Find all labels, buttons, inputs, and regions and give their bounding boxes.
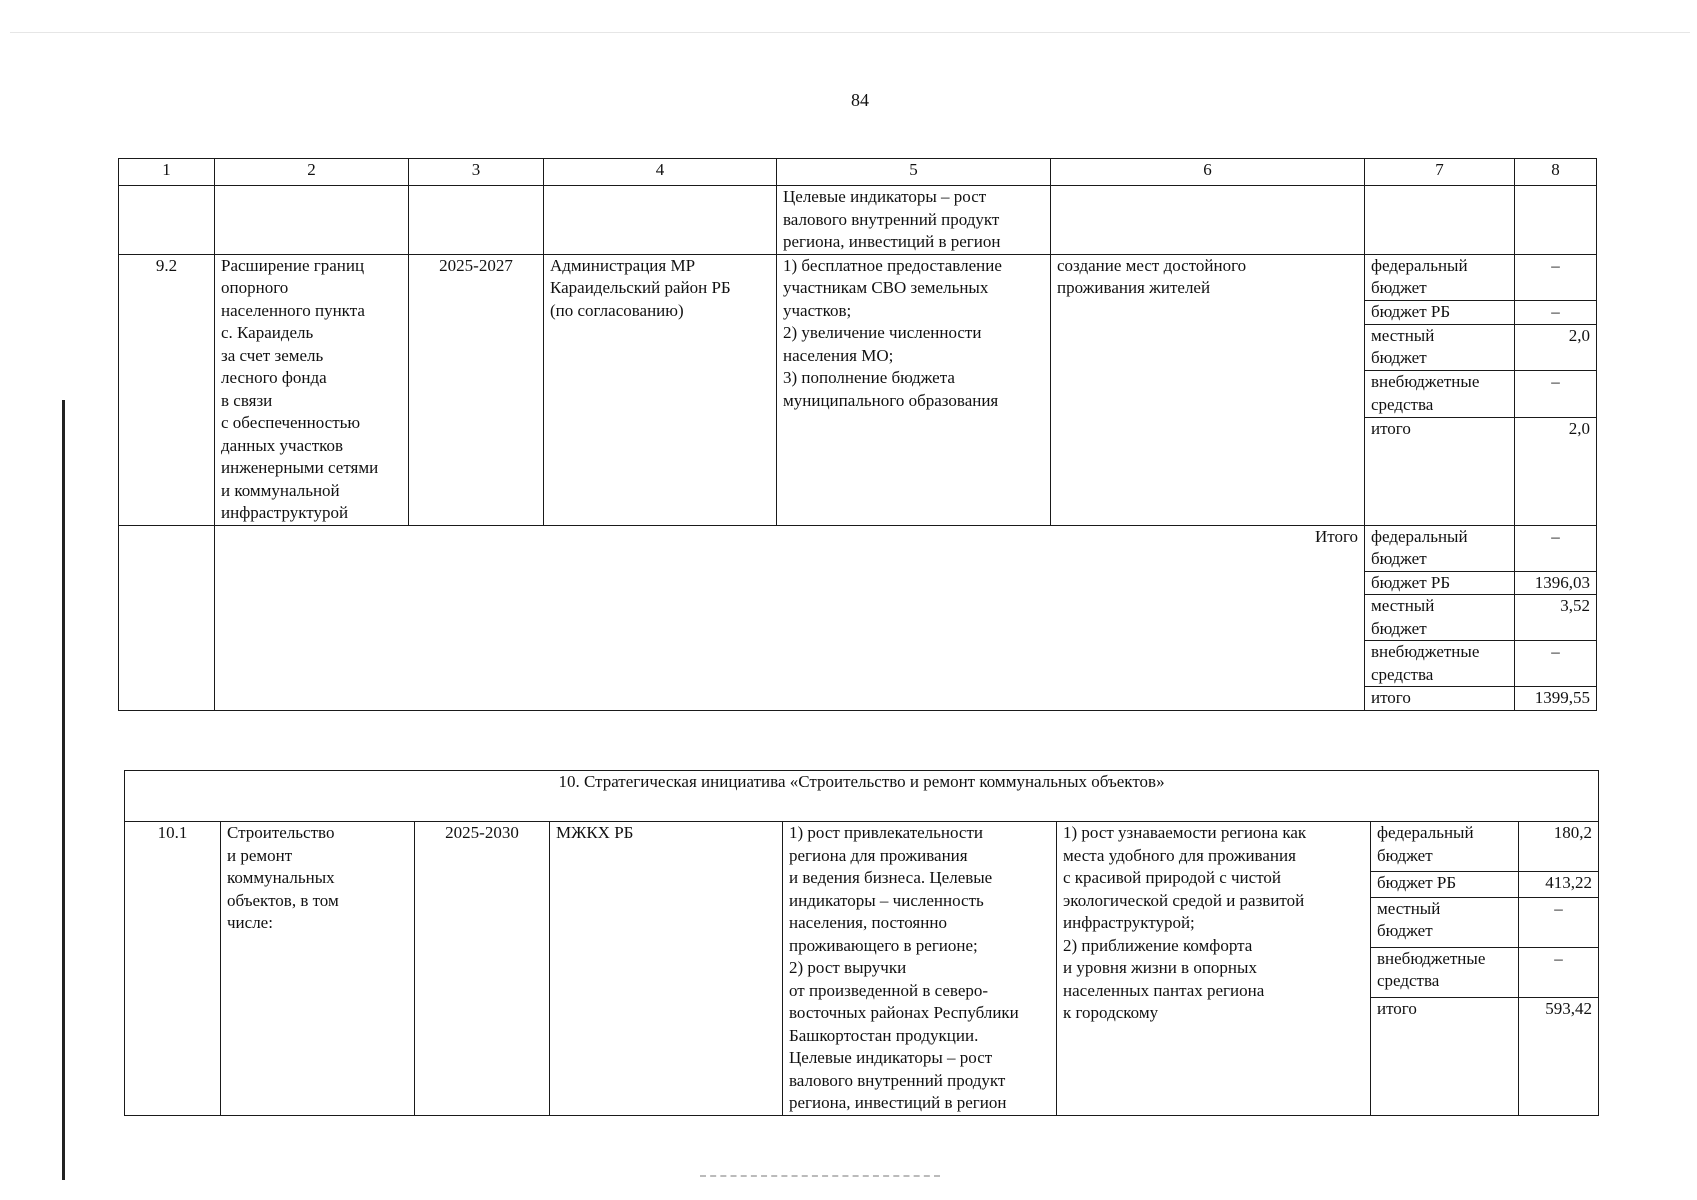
carryover-row bbox=[119, 186, 1597, 255]
funding-amount: 2,0 bbox=[1515, 324, 1597, 370]
column-header: 6 bbox=[1051, 159, 1365, 186]
funding-amount: 1399,55 bbox=[1515, 687, 1597, 711]
funding-amount: 180,2 bbox=[1519, 822, 1599, 872]
row-number: 10.1 bbox=[125, 822, 221, 1116]
program-table bbox=[118, 158, 1597, 711]
funding-amount: – bbox=[1515, 371, 1597, 417]
funding-amount: 413,22 bbox=[1519, 871, 1599, 897]
funding-source: федеральный бюджет bbox=[1365, 525, 1515, 571]
column-header: 3 bbox=[409, 159, 544, 186]
expected-effects: 1) рост привлекательности региона для проживания и ведения бизнеса. Целевые индикаторы – численность населения, постоянно проживающего в регионе; 2) рост выручки от произведенной в северо- восточных районах Республики Башкортостан продукции. Целевые индикаторы – рост валового внутренний продукт региона, инвестиций в регион bbox=[783, 822, 1057, 1116]
column-header-row bbox=[119, 159, 1597, 186]
section-title: 10. Стратегическая инициатива «Строительство и ремонт коммунальных объектов» bbox=[125, 771, 1599, 822]
measure-name: Расширение границ опорного населенного пункта с. Караидель за счет земель лесного фонда в связи с обеспеченностью данных участков инженерными сетями и коммунальной инфраструктурой bbox=[215, 254, 409, 525]
funding-amount: 2,0 bbox=[1515, 417, 1597, 525]
section-10-table bbox=[124, 770, 1599, 1116]
expected-result: создание мест достойного проживания жителей bbox=[1051, 254, 1365, 525]
funding-source: внебюджетные средства bbox=[1365, 371, 1515, 417]
funding-source: внебюджетные средства bbox=[1371, 947, 1519, 997]
funding-source: бюджет РБ bbox=[1365, 571, 1515, 595]
empty-cell bbox=[1051, 186, 1365, 255]
expected-result: 1) рост узнаваемости региона как места удобного для проживания с красивой природой с чистой экологической средой и развитой инфраструктурой; 2) приближение комфорта и уровня жизни в опорных населенных пантах региона к городскому bbox=[1057, 822, 1371, 1116]
funding-source: местный бюджет bbox=[1365, 595, 1515, 641]
funding-source: бюджет РБ bbox=[1365, 300, 1515, 324]
funding-amount: 1396,03 bbox=[1515, 571, 1597, 595]
expected-effects: 1) бесплатное предоставление участникам СВО земельных участков; 2) увеличение численности населения МО; 3) пополнение бюджета муниципального образования bbox=[777, 254, 1051, 525]
funding-source: итого bbox=[1365, 687, 1515, 711]
table-row-9-2 bbox=[119, 254, 1597, 300]
empty-cell bbox=[215, 186, 409, 255]
scan-binding-shadow bbox=[62, 400, 65, 1180]
funding-amount: – bbox=[1519, 947, 1599, 997]
column-header: 4 bbox=[544, 159, 777, 186]
funding-amount: 3,52 bbox=[1515, 595, 1597, 641]
funding-amount: 593,42 bbox=[1519, 997, 1599, 1115]
page-number: 84 bbox=[851, 90, 869, 110]
funding-source: итого bbox=[1371, 997, 1519, 1115]
empty-cell bbox=[119, 186, 215, 255]
funding-amount: – bbox=[1515, 300, 1597, 324]
total-row bbox=[119, 525, 1597, 571]
executor: Администрация МР Караидельский район РБ (по согласованию) bbox=[544, 254, 777, 525]
table-row-10-1 bbox=[125, 822, 1599, 872]
section-heading-row bbox=[125, 771, 1599, 822]
funding-source: местный бюджет bbox=[1371, 897, 1519, 947]
column-header: 5 bbox=[777, 159, 1051, 186]
funding-amount: – bbox=[1515, 254, 1597, 300]
target-indicators-cell: Целевые индикаторы – рост валового внутренний продукт региона, инвестиций в регион bbox=[777, 186, 1051, 255]
period: 2025-2027 bbox=[409, 254, 544, 525]
empty-cell bbox=[1515, 186, 1597, 255]
row-number: 9.2 bbox=[119, 254, 215, 525]
funding-source: местный бюджет bbox=[1365, 324, 1515, 370]
column-header: 2 bbox=[215, 159, 409, 186]
measure-name: Строительство и ремонт коммунальных объектов, в том числе: bbox=[221, 822, 415, 1116]
funding-source: бюджет РБ bbox=[1371, 871, 1519, 897]
scan-artifact bbox=[700, 1175, 940, 1179]
funding-amount: – bbox=[1519, 897, 1599, 947]
column-header: 7 bbox=[1365, 159, 1515, 186]
column-header: 8 bbox=[1515, 159, 1597, 186]
funding-amount: – bbox=[1515, 525, 1597, 571]
period: 2025-2030 bbox=[415, 822, 550, 1116]
funding-amount: – bbox=[1515, 641, 1597, 687]
scan-edge-line bbox=[10, 32, 1690, 33]
empty-cell bbox=[119, 525, 215, 710]
executor: МЖКХ РБ bbox=[550, 822, 783, 1116]
total-label: Итого bbox=[215, 525, 1365, 710]
funding-source: федеральный бюджет bbox=[1365, 254, 1515, 300]
empty-cell bbox=[544, 186, 777, 255]
empty-cell bbox=[409, 186, 544, 255]
empty-cell bbox=[1365, 186, 1515, 255]
funding-source: федеральный бюджет bbox=[1371, 822, 1519, 872]
funding-source: итого bbox=[1365, 417, 1515, 525]
funding-source: внебюджетные средства bbox=[1365, 641, 1515, 687]
column-header: 1 bbox=[119, 159, 215, 186]
